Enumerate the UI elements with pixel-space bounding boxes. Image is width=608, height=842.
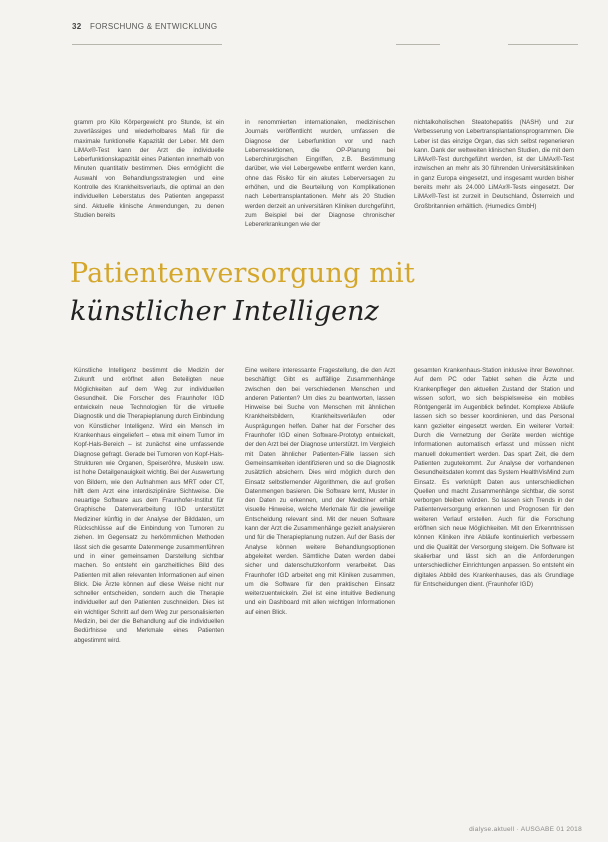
- body-column-1: [74, 366, 224, 800]
- top-column-2-text: in renommierten internationalen, medizinischen Journals veröffentlicht wurden, umfassen die Diagnose der Leberfunktion vor und nach Leberresektionen, die OP-Planung bei Leberchirurgischen Eingriffen, z.B. Bestimmung darüber, wie viel Lebergewebe entfernt werden kann, ohne das Risiko für ein akutes Leberversagen zu erhöhen, und die Beurteilung von Komplikationen nach Lebertransplantationen. Mehr als 20 Studien werden derzeit an universitären Kliniken durchgeführt, zum Beispiel bei der Diagnose chronischer Lebererkrankungen wie der: [245, 119, 395, 229]
- body-column-1-text: Künstliche Intelligenz bestimmt die Medizin der Zukunft und eröffnet allen Beteiligten neue Möglichkeiten auf dem Weg zur individuellen Gesundheit. Die Forscher des Fraunhofer IGD entwickeln neue Technologien für die virtuelle Diagnostik und die Therapieplanung durch Einbindung von Künstlicher Intelligenz. Wird ein Mensch im Krankenhaus eingeliefert – etwa mit einem Tumor im Kopf-Hals-Bereich – ist zunächst eine umfassende Diagnose gefragt. Gerade bei Tumoren von Kopf-Hals-Strukturen wie Organen, Speiseröhre, Muskeln usw. ist hohe Detailgenauigkeit wichtig. Bei der Auswertung von Bildern, wie den Aufnahmen aus MRT oder CT, hilft dem Arzt eine interdisziplinäre Sichtweise. Die neuartige Software aus dem Fraunhofer-Institut für Graphische Datenverarbeitung IGD unterstützt Mediziner künftig in der Analyse der Bilddaten, um Rückschlüsse auf die Einbindung von Tumoren zu ziehen. Im Gegensatz zu herkömmlichen Methoden lässt sich die gesamte Datenmenge zusammenführen und in einer gemeinsamen Darstellung sichtbar machen. So entsteht ein ganzheitliches Bild des Patienten mit allen relevanten Informationen auf einen Blick. Die Ärzte können auf diese Weise nicht nur schneller entscheiden, sondern auch die Therapie individueller auf den Patienten zuschneiden. Dies ist ein wichtiger Schritt auf dem Weg zur personalisierten Medizin, bei der die Behandlung auf die individuellen Bedürfnisse und Merkmale eines Patienten abgestimmt wird.: [74, 367, 224, 644]
- top-column-3-text: nichtalkoholischen Steatohepatitis (NASH) und zur Verbesserung von Lebertransplantationsprogrammen. Die Leber ist das einzige Organ, das sich selbst regenerieren kann. Dank der weltweiten klinischen Studien, die mit dem LiMAx®-Test durchgeführt werden, ist der LiMAx®-Test inzwischen an mehr als 30 führenden Universitätskliniken in ganz Europa eingesetzt, und insgesamt wurden bisher bereits mehr als 24.000 LiMAx®-Tests eingesetzt. Der LiMAx®-Test ist zurzeit in Deutschland, Österreich und Großbritannien erhältlich. (Humedics GmbH): [414, 119, 574, 210]
- running-header: [72, 22, 217, 31]
- top-column-2: [245, 118, 395, 230]
- section-label: FORSCHUNG & ENTWICKLUNG: [90, 22, 218, 31]
- body-column-2: [245, 366, 395, 800]
- body-column-2-text: Eine weitere interessante Fragestellung, die den Arzt beschäftigt: Gibt es auffällige Zusammenhänge zwischen den bei verschiedenen Menschen und anderen Patienten? Um dies zu beantworten, lassen Hinweise bei Suche von Menschen mit ähnlichen Krankheitsbildern, Krankheitsverläufen oder Ausprägungen helfen. Daher hat der Forscher des Fraunhofer IGD einen Software-Prototyp entwickelt, der den Arzt bei der Diagnose unterstützt. Im Vergleich mit Daten ähnlicher Patienten-Fälle lassen sich Gemeinsamkeiten identifizieren und so die Diagnostik zusätzlich absichern. Dies wird möglich durch den Einsatz selbstlernender Algorithmen, die auf großen Datenmengen basieren. Die Software lernt, Muster in den Daten zu erkennen, und der Mediziner erhält visuelle Hinweise, welche Merkmale für die jeweilige Entscheidung relevant sind. Mit der neuen Software kann der Arzt die Zusammenhänge gezielt analysieren und für die Therapieplanung nutzen. Auf der Basis der Analyse können weitere Behandlungsoptionen abgeleitet werden. Sämtliche Daten werden dabei sicher und datenschutzkonform verarbeitet. Das Fraunhofer IGD arbeitet eng mit Kliniken zusammen, um die Software für den praktischen Einsatz weiterzuentwickeln. Ziel ist eine intuitive Bedienung und ein Dashboard mit allen wichtigen Informationen auf einen Blick.: [245, 367, 395, 616]
- header-rule-left: [72, 44, 222, 45]
- body-column-3-text: gesamten Krankenhaus-Station inklusive ihrer Bewohner. Auf dem PC oder Tablet sehen die Ärzte und Krankenpfleger den aktuellen Zustand der Station und wissen sofort, wo sich beispielsweise ein mobiles Röntgengerät im Augenblick befindet. Komplexe Abläufe lassen sich so besser koordinieren, und das Personal kann gezielter eingesetzt werden. Ein weiterer Vorteil: Durch die Vernetzung der Geräte werden wichtige Informationen automatisch erfasst und müssen nicht manuell dokumentiert werden. Das spart Zeit, die dem Patienten zugutekommt. Zur Analyse der vorhandenen Gesundheitsdaten kommt das System HealthVisMind zum Einsatz. Es verknüpft Daten aus unterschiedlichen Quellen und macht Zusammenhänge sichtbar, die sonst verborgen bleiben würden. So lassen sich Trends in der Patientenversorgung erkennen und Prognosen für den weiteren Verlauf erstellen. Auch für die Forschung eröffnen sich neue Möglichkeiten. Mit den Erkenntnissen können Kliniken ihre Abläufe kontinuierlich verbessern und die Qualität der Versorgung steigern. Die Software ist skalierbar und lässt sich an die Anforderungen unterschiedlicher Einrichtungen anpassen. So entsteht ein digitales Abbild des Krankenhauses, das als Grundlage für Entscheidungen dient. (Fraunhofer IGD): [414, 367, 574, 588]
- top-column-1-text: gramm pro Kilo Körpergewicht pro Stunde, ist ein zuverlässiges und wiederholbares Maß für die maximale funktionelle Kapazität der Leber. Mit dem LiMAx®-Test kann der Arzt die individuelle Leberfunktionskapazität eines Patienten innerhalb von Minuten quantitativ bestimmen. Dies ermöglicht die Auswahl von Behandlungsstrategien und eine Kontrolle des Krankheitsverlaufs, die optimal an den individuellen Leberstatus des Patienten angepasst sind. Aktuelle klinische Anwendungen, zu denen Studien bereits: [74, 119, 224, 219]
- header-rule-mid: [396, 44, 440, 45]
- header-rule-right: [508, 44, 578, 45]
- top-column-3: [414, 118, 574, 230]
- body-column-3: [414, 366, 574, 790]
- page-number: 32: [72, 22, 82, 31]
- top-column-1: [74, 118, 224, 230]
- article-title-line-1: Patientenversorgung mit: [70, 258, 415, 289]
- article-title-line-2: künstlicher Intelligenz: [70, 296, 379, 327]
- page-footer: dialyse.aktuell · AUSGABE 01 2018: [469, 826, 582, 833]
